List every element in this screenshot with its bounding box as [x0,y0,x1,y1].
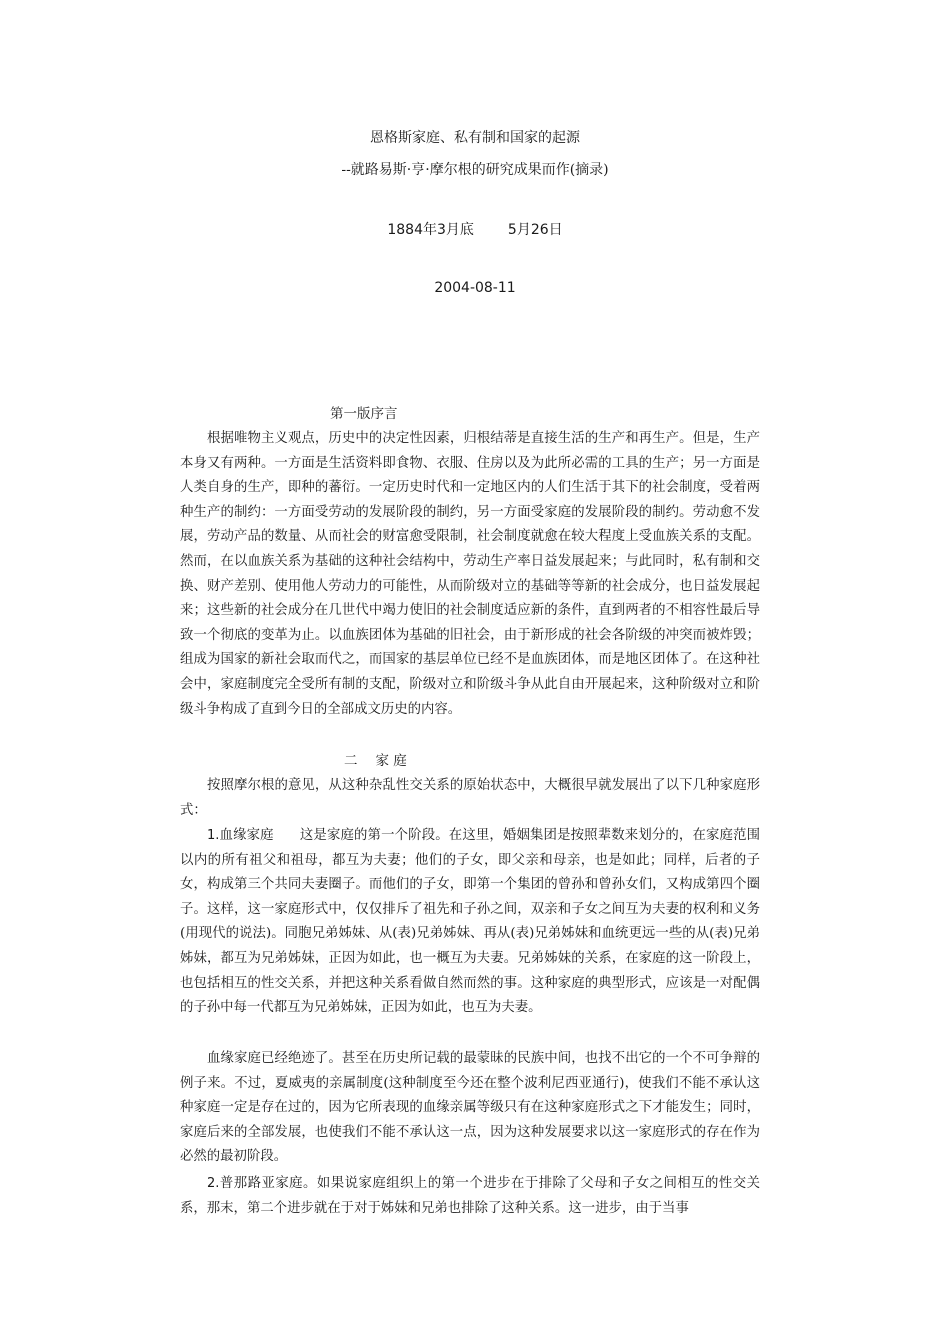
punaluan-text: 普那路亚家庭。如果说家庭组织上的第一个进步在于排除了父母和子女之间相互的性交关系，那末，第二个进步就在于对于姊妹和兄弟也排除了这种关系。这一进步，由于当事 [180,1176,760,1216]
writing-dates [0,220,950,240]
consanguine-text: 这是家庭的第一个阶段。在这里，婚姻集团是按照辈数来划分的，在家庭范围以内的所有祖父和祖母，都互为夫妻；他们的子女，即父亲和母亲，也是如此；同样，后者的子女，构成第三个共同夫妻圈子。而他们的子女，即第一个集团的曾孙和曾孙女们，又构成第四个圈子。这样，这一家庭形式中，仅仅排斥了祖先和子孙之间，双亲和子女之间互为夫妻的权利和义务(用现代的说法)。同胞兄弟姊妹、从(表)兄弟姊妹、再从(表)兄弟姊妹和血统更远一些的从(表)兄弟姊妹，都互为兄弟姊妹，正因为如此，也一概互为夫妻。兄弟姊妹的关系，在家庭的这一阶段上，也包括相互的性交关系，并把这种关系看做自然而然的事。这种家庭的典型形式，应该是一对配偶的子孙中每一代都互为兄弟姊妹，正因为如此，也互为夫妻。 [180,828,761,1016]
preface-paragraph: 根据唯物主义观点，历史中的决定性因素，归根结蒂是直接生活的生产和再生产。但是，生产本身又有两种。一方面是生活资料即食物、衣服、住房以及为此所必需的工具的生产；另一方面是人类自身的生产，即种的蕃衍。一定历史时代和一定地区内的人们生活于其下的社会制度，受着两种生产的制约：一方面受劳动的发展阶段的制约，另一方面受家庭的发展阶段的制约。劳动愈不发展，劳动产品的数量、从而社会的财富愈受限制，社会制度就愈在较大程度上受血族关系的支配。然而，在以血族关系为基础的这种社会结构中，劳动生产率日益发展起来；与此同时，私有制和交换、财产差别、使用他人劳动力的可能性，从而阶级对立的基础等等新的社会成分，也日益发展起来；这些新的社会成分在几世代中竭力使旧的社会制度适应新的条件，直到两者的不相容性最后导致一个彻底的变革为止。以血族团体为基础的旧社会，由于新形成的社会各阶级的冲突而被炸毁；组成为国家的新社会取而代之，而国家的基层单位已经不是血族团体，而是地区团体了。在这种社会中，家庭制度完全受所有制的支配，阶级对立和阶级斗争从此自由开展起来，这种阶级对立和阶级斗争构成了直到今日的全部成文历史的内容。 [180,431,760,717]
document-subtitle: --就路易斯·亨·摩尔根的研究成果而作(摘录) [341,162,609,178]
consanguine-family-paragraph [180,824,760,1021]
document-title: 恩格斯家庭、私有制和国家的起源 [370,130,580,146]
written-end-date: 5月26日 [507,222,563,238]
written-start-date: 1884年3月底 [387,222,474,238]
consanguine-number: 1. [207,828,220,843]
consanguine-term: 血缘家庭 [219,828,274,843]
family-intro-paragraph: 按照摩尔根的意见，从这种杂乱性交关系的原始状态中，大概很早就发展出了以下几种家庭形式： [180,778,760,818]
preface-heading: 第一版序言 [330,406,398,422]
family-section-title: 家 庭 [375,753,407,769]
family-section-heading [344,751,407,771]
family-section-number: 二 [344,753,358,769]
punaluan-number: 2. [207,1176,220,1191]
consanguine-extinct-paragraph: 血缘家庭已经绝迹了。甚至在历史所记载的最蒙昧的民族中间，也找不出它的一个不可争辩的例子来。不过，夏威夷的亲属制度(这种制度至今还在整个波利尼西亚通行)，使我们不能不承认这种家庭一定是存在过的，因为它所表现的血缘亲属等级只有在这种家庭形式之下才能发生；同时，家庭后来的全部发展，也使我们不能不承认这一点，因为这种发展要求以这一家庭形式的存在作为必然的最初阶段。 [180,1051,760,1165]
published-date: 2004-08-11 [434,280,516,296]
punaluan-family-paragraph [180,1172,760,1221]
